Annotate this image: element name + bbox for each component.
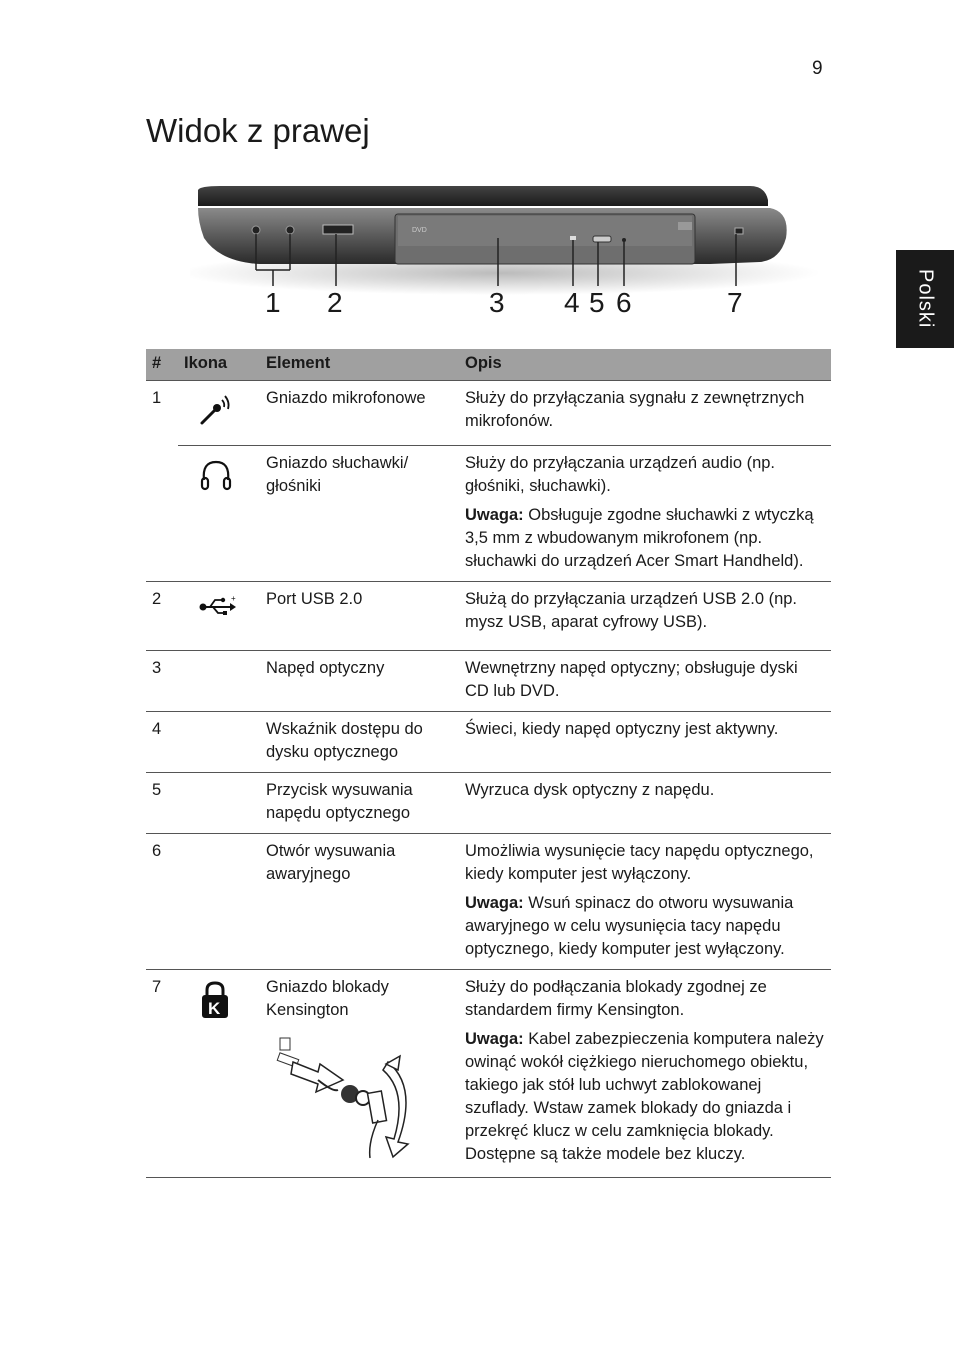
kensington-lock-illustration [258,1032,433,1162]
row-element: Gniazdo blokady Kensington [260,970,459,1178]
table-row [146,381,831,446]
callout-3: 3 [489,287,505,318]
callout-1: 1 [265,287,281,318]
row-desc: Świeci, kiedy napęd optyczny jest aktywny. [459,712,831,773]
row-icon-cell [178,446,260,582]
row-num: 5 [146,773,178,834]
row-element: Gniazdo słuchawki/ głośniki [260,446,459,582]
row-desc: Służy do podłączania blokady zgodnej ze standardem firmy Kensington. Uwaga: Kabel zabezpieczenia komputera należy owinąć wokół ciężkiego nieruchomego obiektu, takiego jak stół lub uchwyt zablokowanej szuflady. Wstaw zamek blokady do gniazda i przekręć klucz w celu zamknięcia blokady. Dostępne są także modele bez kluczy. [459,970,831,1178]
callout-2: 2 [327,287,343,318]
headphones-icon [198,456,234,492]
row-icon-cell [178,651,260,712]
callout-4: 4 [564,287,580,318]
row-icon-cell [178,381,260,446]
svg-text:K: K [208,999,221,1018]
row-icon-cell [178,582,260,651]
callout-6: 6 [616,287,632,318]
svg-text:+: + [231,594,236,603]
microphone-icon [198,391,234,427]
note-label: Uwaga: [465,506,524,524]
row-element: Gniazdo mikrofonowe [260,381,459,446]
note-label: Uwaga: [465,894,524,912]
callout-7: 7 [727,287,743,318]
table-row [146,712,831,773]
header-num: # [146,349,178,381]
page-title: Widok z prawej [146,112,370,149]
row-icon-cell [178,834,260,970]
row-desc: Wewnętrzny napęd optyczny; obsługuje dyski CD lub DVD. [459,651,831,712]
row-icon-cell [178,773,260,834]
row-desc: Służą do przyłączania urządzeń USB 2.0 (np. mysz USB, aparat cyfrowy USB). [459,582,831,651]
row-num: 4 [146,712,178,773]
row-desc: Wyrzuca dysk optyczny z napędu. [459,773,831,834]
row-desc: Służy do przyłączania sygnału z zewnętrznych mikrofonów. [459,381,831,446]
table-row [146,834,831,970]
table-row [146,582,831,651]
usb-icon [198,592,238,622]
page-number: 9 [812,58,823,79]
table-row [146,773,831,834]
row-num [146,446,178,582]
row-num: 7 [146,970,178,1178]
table-row [146,651,831,712]
row-element: Port USB 2.0 [260,582,459,651]
table-row [146,446,831,582]
row-desc: Służy do przyłączania urządzeń audio (np. głośniki, słuchawki). Uwaga: Obsługuje zgodne słuchawki z wtyczką 3,5 mm z wbudowanym mikrofonem (np. słuchawki do urządzeń Acer Smart Handheld). [459,446,831,582]
row-element: Otwór wysuwania awaryjnego [260,834,459,970]
table-header-row [146,349,831,381]
language-tab: Polski [896,250,954,348]
row-num: 1 [152,389,162,407]
row-num: 2 [146,582,178,651]
header-element: Element [260,349,459,381]
row-element: Przycisk wysuwania napędu optycznego [260,773,459,834]
header-desc: Opis [459,349,831,381]
row-element: Wskaźnik dostępu do dysku optycznego [260,712,459,773]
row-icon-cell [178,970,260,1178]
row-num: 6 [146,834,178,970]
row-desc: Umożliwia wysunięcie tacy napędu optycznego, kiedy komputer jest wyłączony. Uwaga: Wsuń spinacz do otworu wysuwania awaryjnego w celu wysunięcia tacy napędu optycznego, kiedy komputer jest wyłączony. [459,834,831,970]
table-row [146,970,831,1178]
ports-table [146,349,831,1178]
callout-5: 5 [589,287,605,318]
svg-text:DVD: DVD [412,227,427,234]
laptop-right-side-illustration [190,178,820,328]
header-icon: Ikona [178,349,260,381]
row-element: Napęd optyczny [260,651,459,712]
kensington-lock-icon [198,980,232,1020]
note-label: Uwaga: [465,1030,524,1048]
row-icon-cell [178,712,260,773]
row-num: 3 [146,651,178,712]
